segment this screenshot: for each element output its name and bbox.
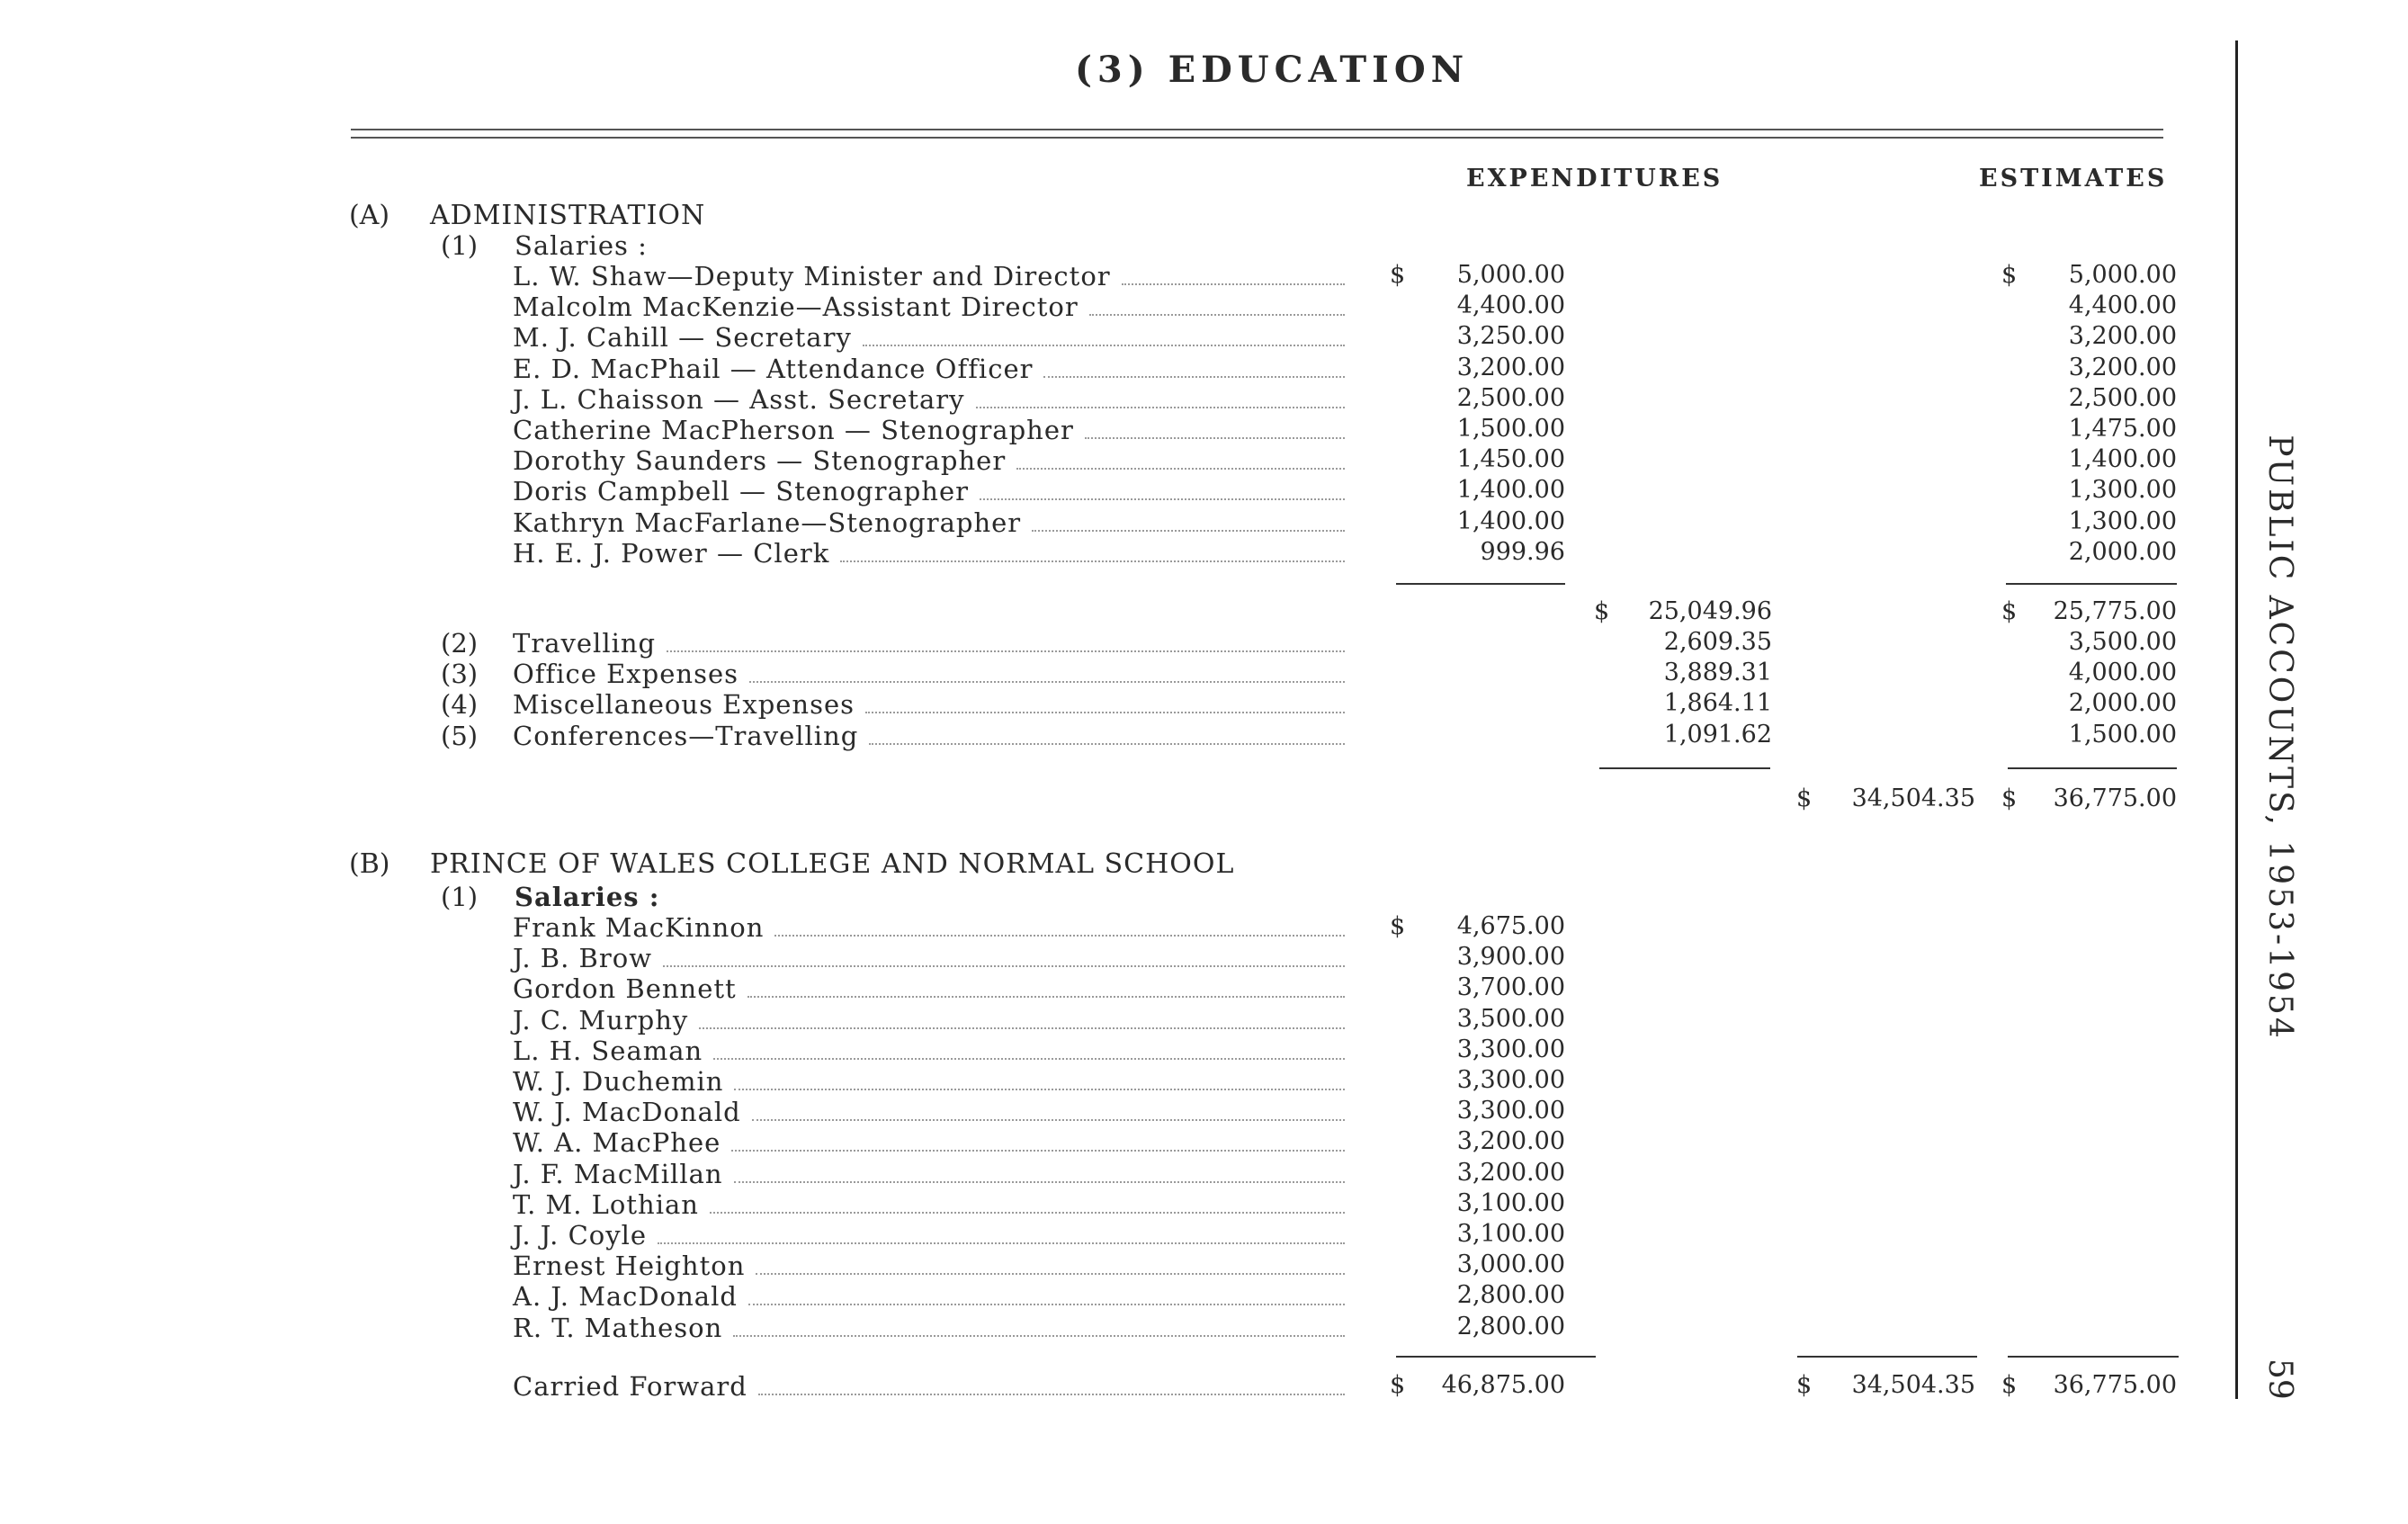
item-number: (2) xyxy=(441,628,479,659)
dot-leader xyxy=(710,1212,1345,1214)
section-a-salaries-label: Salaries : xyxy=(515,230,648,261)
salary-row xyxy=(513,1066,1345,1097)
header-rule-top xyxy=(351,129,2163,130)
dot-leader xyxy=(976,407,1345,408)
dot-leader xyxy=(749,681,1345,683)
dot-leader xyxy=(699,1027,1345,1029)
dollar-sign: $ xyxy=(2001,1371,2018,1399)
salary-row xyxy=(513,1127,1345,1158)
dot-leader xyxy=(863,345,1345,346)
salary-row-name: Kathryn MacFarlane—Stenographer xyxy=(513,507,1022,538)
carried-forward-estimate: 36,775.00 xyxy=(2053,1371,2177,1399)
salary-estimate: 1,475.00 xyxy=(2068,415,2177,443)
salary-estimate: 5,000.00 xyxy=(2068,261,2177,289)
salary-expenditure: 1,400.00 xyxy=(1456,507,1565,535)
dot-leader xyxy=(731,1150,1345,1152)
salary-expenditure: 5,000.00 xyxy=(1456,261,1565,289)
salary-expenditure: 1,500.00 xyxy=(1456,415,1565,443)
salary-row xyxy=(513,1005,1345,1035)
dollar-sign: $ xyxy=(1390,912,1406,940)
salary-row xyxy=(513,322,1345,353)
salary-expenditure: 4,675.00 xyxy=(1456,912,1565,940)
dot-leader xyxy=(734,1089,1345,1090)
page-title: (3) EDUCATION xyxy=(1075,49,1470,91)
dot-leader xyxy=(758,1394,1345,1395)
salary-row xyxy=(513,384,1345,415)
salary-row xyxy=(513,445,1345,476)
salary-expenditure: 3,300.00 xyxy=(1456,1035,1565,1063)
dot-leader xyxy=(1043,376,1345,378)
salary-row-name: H. E. J. Power — Clerk xyxy=(513,538,830,569)
salary-expenditure: 4,400.00 xyxy=(1456,291,1565,319)
item-row-name: Miscellaneous Expenses xyxy=(513,689,855,720)
salary-row-name: T. M. Lothian xyxy=(513,1189,699,1220)
item-number: (4) xyxy=(441,689,479,720)
salary-expenditure: 3,900.00 xyxy=(1456,943,1565,971)
salary-row xyxy=(513,415,1345,445)
salary-expenditure: 3,000.00 xyxy=(1456,1251,1565,1278)
section-a-estimates-rule xyxy=(2006,583,2177,585)
carried-forward-label: Carried Forward xyxy=(513,1371,747,1402)
salary-row-name: M. J. Cahill — Secretary xyxy=(513,322,852,353)
salary-expenditure: 3,250.00 xyxy=(1456,322,1565,350)
section-a-items-rule xyxy=(1599,767,1770,769)
salary-row-name: A. J. MacDonald xyxy=(513,1281,738,1312)
dollar-sign: $ xyxy=(2001,261,2018,289)
salary-row xyxy=(513,538,1345,569)
salary-estimate: 4,400.00 xyxy=(2068,291,2177,319)
salary-expenditure: 3,100.00 xyxy=(1456,1220,1565,1248)
item-row xyxy=(513,689,1345,720)
section-a-salaries-number: (1) xyxy=(441,230,479,261)
salary-row-name: J. B. Brow xyxy=(513,943,653,973)
salary-expenditure: 3,100.00 xyxy=(1456,1189,1565,1217)
salary-expenditure: 3,300.00 xyxy=(1456,1066,1565,1094)
dollar-sign: $ xyxy=(1594,597,1610,625)
column-header-estimates: ESTIMATES xyxy=(1979,165,2168,193)
salary-row-name: Dorothy Saunders — Stenographer xyxy=(513,445,1007,476)
dot-leader xyxy=(658,1242,1345,1244)
section-a-title: ADMINISTRATION xyxy=(430,200,706,231)
salary-row xyxy=(513,354,1345,384)
item-expenditure: 1,864.11 xyxy=(1663,689,1772,717)
section-a-salaries-estimate-total: 25,775.00 xyxy=(2053,597,2177,625)
salary-row-name: J. L. Chaisson — Asst. Secretary xyxy=(513,384,965,415)
margin-rule xyxy=(2235,40,2238,1399)
section-b-salaries-label: Salaries : xyxy=(515,882,660,912)
salary-row-name: Gordon Bennett xyxy=(513,973,737,1004)
running-header: PUBLIC ACCOUNTS, 1953-1954 xyxy=(2261,435,2298,1041)
item-row-name: Conferences—Travelling xyxy=(513,721,859,751)
section-a-salaries-rule xyxy=(1396,583,1565,585)
section-b-title: PRINCE OF WALES COLLEGE AND NORMAL SCHOOL xyxy=(430,848,1235,880)
dot-leader xyxy=(748,1304,1345,1305)
salary-row-name: L. W. Shaw—Deputy Minister and Director xyxy=(513,261,1111,291)
salary-row xyxy=(513,1281,1345,1312)
salary-row-name: Ernest Heighton xyxy=(513,1251,746,1281)
salary-row-name: J. F. MacMillan xyxy=(513,1159,723,1189)
salary-row-name: W. A. MacPhee xyxy=(513,1127,721,1158)
section-a-salaries-total: 25,049.96 xyxy=(1648,597,1772,625)
salary-row-name: Malcolm MacKenzie—Assistant Director xyxy=(513,291,1079,322)
dollar-sign: $ xyxy=(1390,261,1406,289)
item-expenditure: 1,091.62 xyxy=(1663,721,1772,749)
column-header-expenditures: EXPENDITURES xyxy=(1466,165,1723,193)
dot-leader xyxy=(980,498,1345,500)
salary-row-name: W. J. MacDonald xyxy=(513,1097,741,1127)
salary-expenditure: 1,450.00 xyxy=(1456,445,1565,473)
dot-leader xyxy=(752,1119,1345,1121)
salary-row xyxy=(513,1251,1345,1281)
item-number: (5) xyxy=(441,721,479,751)
salary-row xyxy=(513,1189,1345,1220)
dot-leader xyxy=(734,1181,1345,1183)
dot-leader xyxy=(1032,530,1345,532)
dot-leader xyxy=(733,1335,1345,1337)
salary-row xyxy=(513,1220,1345,1251)
dot-leader xyxy=(865,712,1345,713)
salary-expenditure: 3,200.00 xyxy=(1456,1159,1565,1187)
salary-row xyxy=(513,507,1345,538)
salary-estimate: 1,300.00 xyxy=(2068,507,2177,535)
item-row-name: Office Expenses xyxy=(513,659,739,689)
section-a-letter: (A) xyxy=(349,200,390,231)
item-row xyxy=(513,721,1345,751)
salary-row-name: Frank MacKinnon xyxy=(513,912,765,943)
dot-leader xyxy=(1089,314,1345,316)
salary-expenditure: 2,800.00 xyxy=(1456,1281,1565,1309)
dot-leader xyxy=(747,996,1345,998)
salary-row xyxy=(513,1035,1345,1066)
dollar-sign: $ xyxy=(1390,1371,1406,1399)
dot-leader xyxy=(1016,468,1345,470)
salary-row xyxy=(513,291,1345,322)
item-row xyxy=(513,628,1345,659)
salary-expenditure: 3,200.00 xyxy=(1456,1127,1565,1155)
carried-expenditure-rule xyxy=(1797,1356,1977,1358)
dot-leader xyxy=(774,935,1345,937)
dot-leader xyxy=(1122,283,1345,285)
item-expenditure: 3,889.31 xyxy=(1663,659,1772,686)
carried-salaries-rule xyxy=(1396,1356,1596,1358)
carried-estimate-rule xyxy=(2008,1356,2179,1358)
salary-expenditure: 2,800.00 xyxy=(1456,1313,1565,1340)
dollar-sign: $ xyxy=(1796,1371,1813,1399)
salary-estimate: 2,500.00 xyxy=(2068,384,2177,412)
page-number: 59 xyxy=(2261,1358,2298,1400)
dollar-sign: $ xyxy=(2001,597,2018,625)
section-b-letter: (B) xyxy=(349,848,390,880)
dot-leader xyxy=(869,743,1345,745)
dollar-sign: $ xyxy=(2001,784,2018,812)
item-estimate: 3,500.00 xyxy=(2068,628,2177,656)
section-a-total-expenditure: 34,504.35 xyxy=(1851,784,1975,812)
header-rule-bottom xyxy=(351,137,2163,139)
salary-row-name: W. J. Duchemin xyxy=(513,1066,724,1097)
salary-expenditure: 3,200.00 xyxy=(1456,354,1565,381)
item-row xyxy=(513,659,1345,689)
carried-forward-salaries: 46,875.00 xyxy=(1441,1371,1565,1399)
salary-row xyxy=(513,912,1345,943)
salary-row-name: Catherine MacPherson — Stenographer xyxy=(513,415,1074,445)
item-estimate: 2,000.00 xyxy=(2068,689,2177,717)
dollar-sign: $ xyxy=(1796,784,1813,812)
salary-row-name: J. C. Murphy xyxy=(513,1005,689,1035)
salary-row xyxy=(513,476,1345,507)
salary-expenditure: 3,500.00 xyxy=(1456,1005,1565,1033)
salary-expenditure: 999.96 xyxy=(1480,538,1565,566)
salary-row xyxy=(513,1313,1345,1343)
carried-forward-row xyxy=(513,1371,1345,1402)
item-estimate: 4,000.00 xyxy=(2068,659,2177,686)
salary-estimate: 3,200.00 xyxy=(2068,354,2177,381)
salary-row xyxy=(513,973,1345,1004)
salary-estimate: 1,400.00 xyxy=(2068,445,2177,473)
dot-leader xyxy=(1085,437,1345,439)
salary-row xyxy=(513,1097,1345,1127)
salary-estimate: 3,200.00 xyxy=(2068,322,2177,350)
salary-row-name: L. H. Seaman xyxy=(513,1035,703,1066)
item-estimate: 1,500.00 xyxy=(2068,721,2177,749)
salary-row xyxy=(513,261,1345,291)
item-row-name: Travelling xyxy=(513,628,657,659)
dot-leader xyxy=(840,560,1345,562)
dot-leader xyxy=(713,1058,1345,1060)
dot-leader xyxy=(667,650,1345,652)
salary-expenditure: 2,500.00 xyxy=(1456,384,1565,412)
salary-row xyxy=(513,1159,1345,1189)
section-a-estimates-rule-2 xyxy=(2008,767,2177,769)
dot-leader xyxy=(756,1273,1345,1275)
salary-estimate: 2,000.00 xyxy=(2068,538,2177,566)
salary-row-name: J. J. Coyle xyxy=(513,1220,648,1251)
salary-row xyxy=(513,943,1345,973)
salary-row-name: Doris Campbell — Stenographer xyxy=(513,476,970,507)
salary-expenditure: 1,400.00 xyxy=(1456,476,1565,504)
carried-forward-expenditure: 34,504.35 xyxy=(1851,1371,1975,1399)
salary-expenditure: 3,700.00 xyxy=(1456,973,1565,1001)
salary-row-name: E. D. MacPhail — Attendance Officer xyxy=(513,354,1034,384)
dot-leader xyxy=(663,965,1345,967)
salary-row-name: R. T. Matheson xyxy=(513,1313,723,1343)
section-b-salaries-number: (1) xyxy=(441,882,479,912)
salary-expenditure: 3,300.00 xyxy=(1456,1097,1565,1125)
item-expenditure: 2,609.35 xyxy=(1663,628,1772,656)
salary-estimate: 1,300.00 xyxy=(2068,476,2177,504)
item-number: (3) xyxy=(441,659,479,689)
section-a-total-estimate: 36,775.00 xyxy=(2053,784,2177,812)
